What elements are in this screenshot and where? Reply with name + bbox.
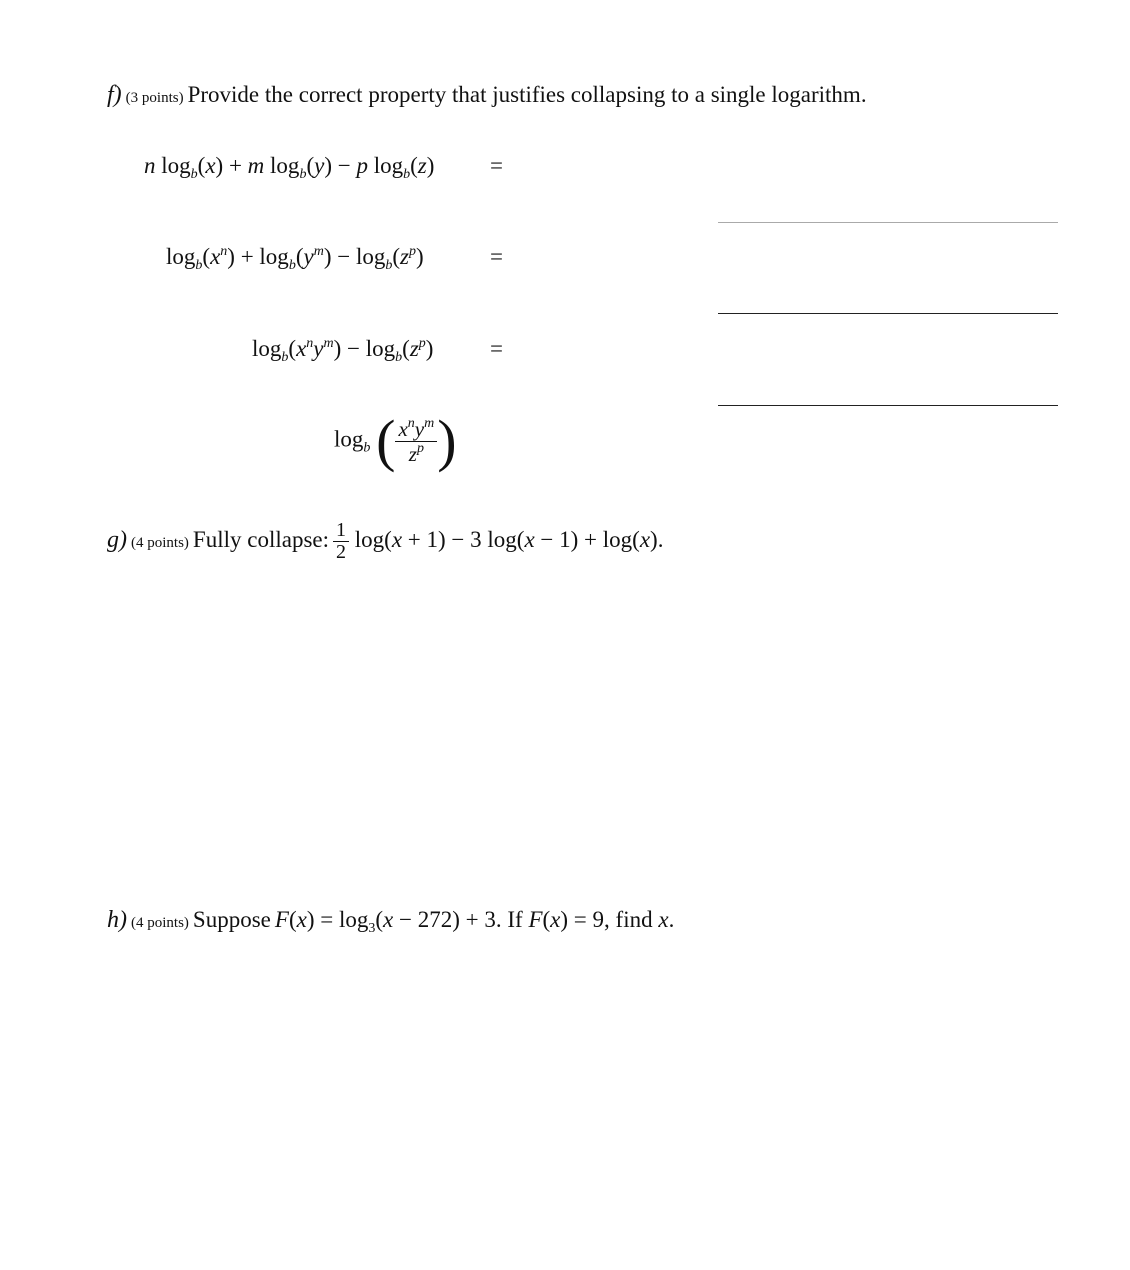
question-h-letter: h) <box>107 907 127 933</box>
question-g-points: (4 points) <box>131 534 189 551</box>
step-2-equals: = <box>490 244 503 269</box>
answer-line-2[interactable] <box>718 313 1058 314</box>
step-1-equals: = <box>490 153 503 178</box>
fraction-denominator: 2 <box>333 541 349 563</box>
step-2-expression: $\log_b(x^n) + \log_b(y^m) - \log_b(z^p)$ <box>166 244 424 273</box>
fraction-numerator: 1 <box>336 519 346 541</box>
step-4-expression: $\log_b$ ( $\frac{x^ny^m}{z^p}$ ) <box>334 408 457 473</box>
question-h-points: (4 points) <box>131 915 189 931</box>
question-h-if: If <box>507 907 523 932</box>
question-h-prompt: Suppose <box>192 907 271 932</box>
step-3-expression: $\log_b(x^ny^m) - \log_b(z^p)$ <box>252 336 434 365</box>
question-h-expression: $F(x) = \log_3(x - 272) + 3$. If F(x) = 9, find x. <box>274 907 675 936</box>
question-g-prompt: Fully collapse: <box>192 526 329 552</box>
question-g-expression: $\frac{1}{2}$ log(x + 1) − 3 log(x − 1) + log(x). <box>333 527 663 552</box>
question-h <box>107 907 674 937</box>
question-f-points: (3 points) <box>125 90 184 106</box>
step-1-expression: n $\log_b(x) + m$ $\log_b(y) - p$ $\log_b(z)$ <box>144 153 435 182</box>
question-g-letter: g) <box>107 526 127 553</box>
question-f-letter: f) <box>107 82 122 108</box>
question-f-header <box>107 82 867 109</box>
question-f-prompt: Provide the correct property that justifies collapsing to a single logarithm. <box>187 82 867 107</box>
answer-line-3[interactable] <box>718 405 1058 406</box>
answer-line-1[interactable] <box>718 222 1058 223</box>
step-3-equals: = <box>490 336 503 361</box>
question-g <box>107 520 663 563</box>
question-h-find: find <box>615 907 653 932</box>
